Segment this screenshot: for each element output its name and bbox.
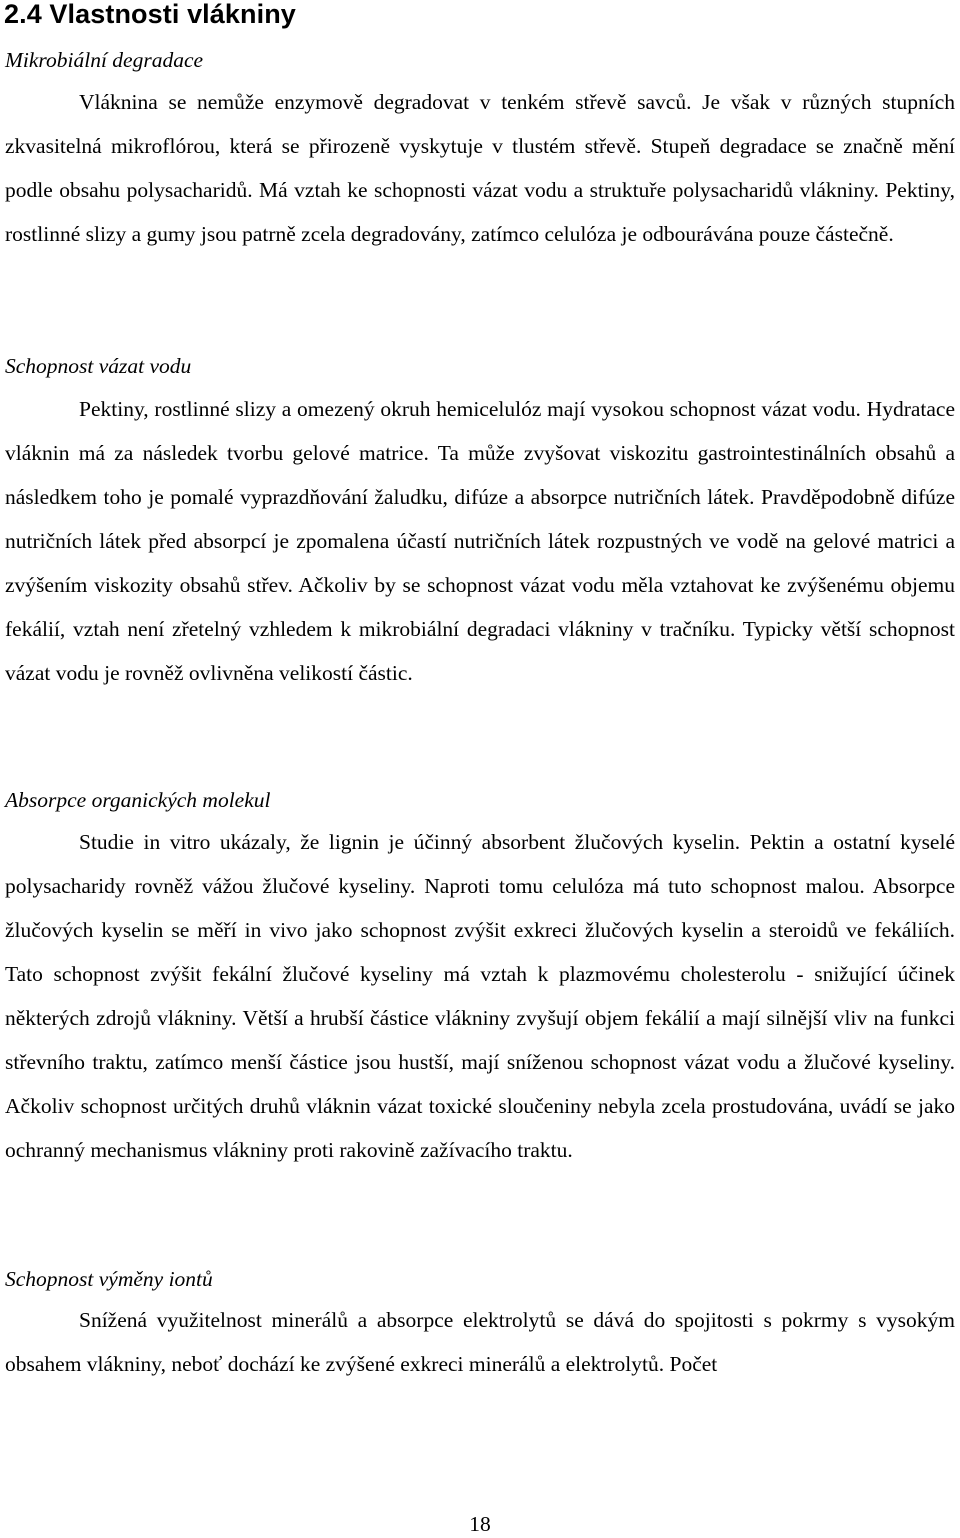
subheading-ion-exchange: Schopnost výměny iontů [5, 1267, 213, 1291]
subheading-organic-absorption: Absorpce organických molekul [5, 788, 271, 812]
page-number: 18 [469, 1512, 491, 1536]
paragraph-microbial-degradation: Vláknina se nemůže enzymově degradovat v tenkém střevě savců. Je však v různých stupních zkvasitelná mikroflórou, která se přirozeně vyskytuje v tlustém střevě. Stupeň degradace se značně mění podle obsahu polysacharidů. Má vztah ke schopnosti vázat vodu a struktuře polysacharidů vlákniny. Pektiny, rostlinné slizy a gumy jsou patrně zcela degradovány, zatímco celulóza je odbourávána pouze částečně. [5, 90, 955, 246]
subheading-microbial-degradation: Mikrobiální degradace [5, 48, 204, 72]
subheading-water-binding: Schopnost vázat vodu [5, 354, 192, 378]
paragraph-organic-absorption: Studie in vitro ukázaly, že lignin je účinný absorbent žlučových kyselin. Pektin a ostatní kyselé polysacharidy rovněž vážou žlučové kyseliny. Naproti tomu celulóza má tuto schopnost malou. Absorpce žlučových kyselin se měří in vivo jako schopnost zvýšit exkreci žlučových kyselin a steroidů ve fekáliích. Tato schopnost zvýšit fekální žlučové kyseliny má vztah k plazmovému cholesterolu - snižující účinek některých zdrojů vlákniny. Větší a hrubší částice vlákniny zvyšují objem fekálií a mají silnější vliv na funkci střevního traktu, zatímco menší částice jsou hustší, mají sníženou schopnost vázat vodu a žlučové kyseliny. Ačkoliv schopnost určitých druhů vláknin vázat toxické sloučeniny nebyla zcela prostudována, uvádí se jako ochranný mechanismus vlákniny proti rakovině zažívacího traktu. [5, 830, 955, 1162]
paragraph-ion-exchange: Snížená využitelnost minerálů a absorpce elektrolytů se dává do spojitosti s pokrmy s vysokým obsahem vlákniny, neboť dochází ke zvýšené exkreci minerálů a elektrolytů. Počet [5, 1308, 955, 1376]
paragraph-water-binding: Pektiny, rostlinné slizy a omezený okruh hemicelulóz mají vysokou schopnost vázat vodu. Hydratace vláknin má za následek tvorbu gelové matrice. Ta může zvyšovat viskozitu gastrointestinálních obsahů a následkem toho je pomalé vyprazdňování žaludku, difúze a absorpce nutričních látek. Pravděpodobně difúze nutričních látek před absorpcí je zpomalena účastí nutričních látek rozpustných ve vodě na gelové matrici a zvýšením viskozity obsahů střev. Ačkoliv by se schopnost vázat vodu měla vztahovat ke zvýšenému objemu fekálií, vztah není zřetelný vzhledem k mikrobiální degradaci vlákniny v tračníku. Typicky větší schopnost vázat vodu je rovněž ovlivněna velikostí částic. [5, 397, 955, 685]
section-title: 2.4 Vlastnosti vlákniny [4, 0, 296, 29]
